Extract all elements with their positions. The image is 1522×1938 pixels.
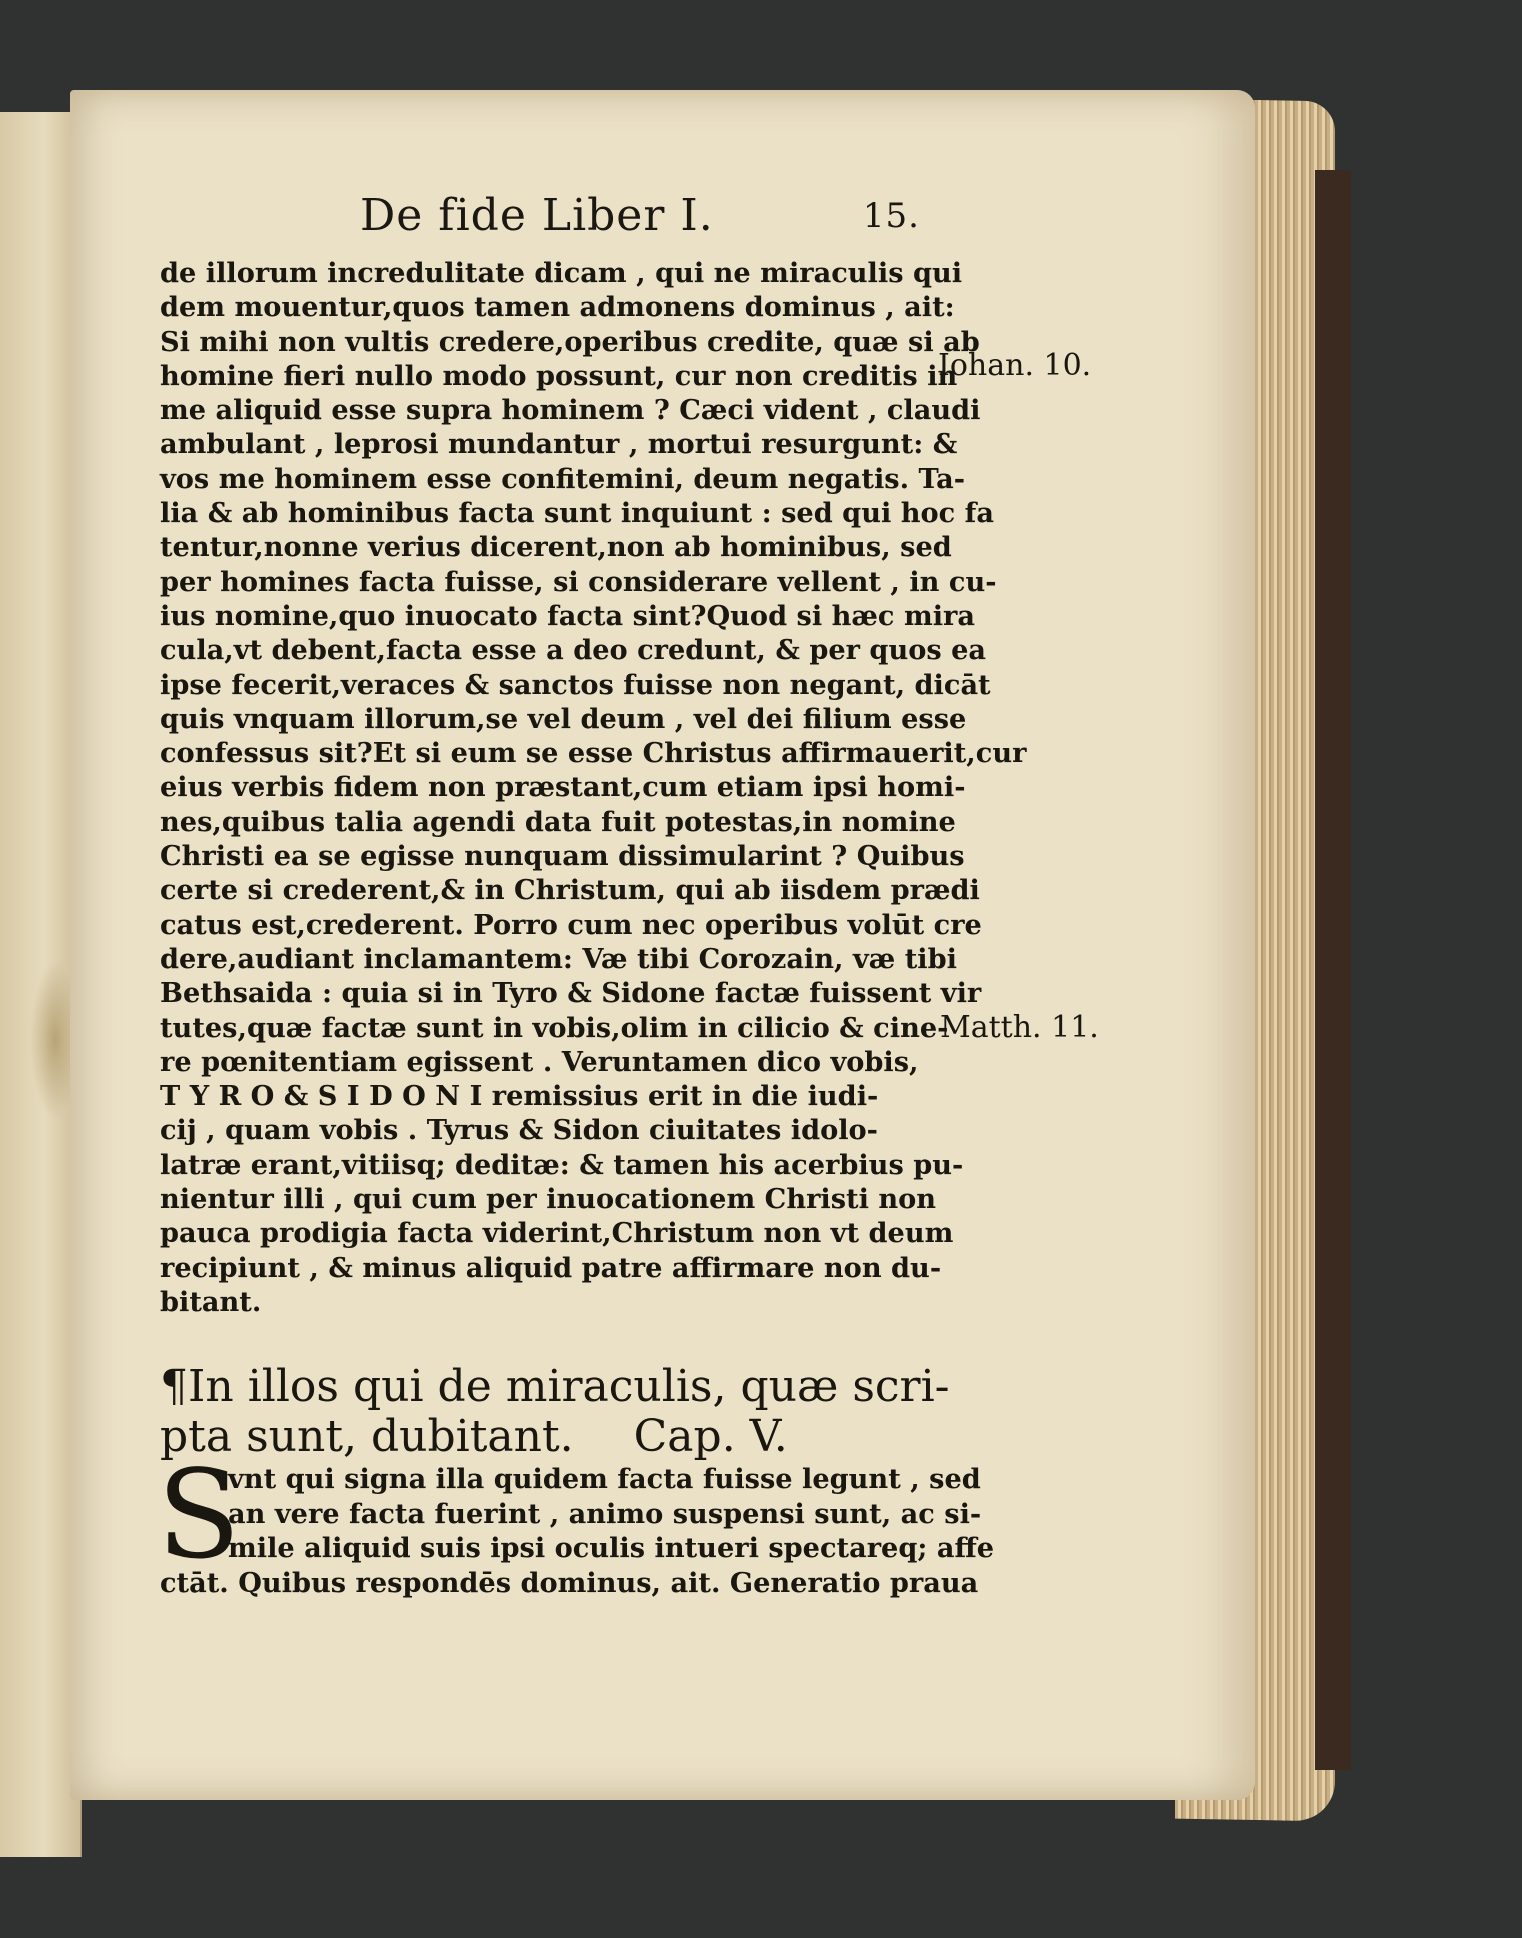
margin-note-matth: Matth. 11. xyxy=(940,1010,1099,1045)
drop-cap-initial: S xyxy=(157,1444,241,1586)
text-line: bitant. xyxy=(160,1285,262,1318)
chapter-subtitle: pta sunt, dubitant. xyxy=(160,1411,574,1462)
chapter-number: Cap. V. xyxy=(633,1411,788,1462)
text-line: tentur,nonne verius dicerent,non ab hominibus, sed xyxy=(160,531,952,564)
text-line: quis vnquam illorum,se vel deum , vel dei filium esse xyxy=(160,702,967,735)
page-number: 15. xyxy=(862,196,920,236)
text-line: latræ erant,vitiisq; deditæ: & tamen his acerbius pu- xyxy=(160,1148,964,1181)
chapter-paragraph xyxy=(160,1462,995,1600)
text-line: confessus sit?Et si eum se esse Christus affirmauerit,cur xyxy=(160,737,1027,770)
text-line: Si mihi non vultis credere,operibus credite, quæ si ab xyxy=(160,325,980,358)
text-line: vos me hominem esse confitemini, deum negatis. Ta- xyxy=(160,462,966,495)
text-line: ambulant , leprosi mundantur , mortui resurgunt: & xyxy=(160,428,958,461)
header-title: De fide Liber I. xyxy=(360,190,714,241)
text-line: an vere facta fuerint , animo suspensi sunt, ac si- xyxy=(228,1497,982,1530)
text-line: certe si crederent,& in Christum, qui ab iisdem prædi xyxy=(160,874,980,907)
text-line: vnt qui signa illa quidem facta fuisse legunt , sed xyxy=(228,1463,981,1495)
text-line: de illorum incredulitate dicam , qui ne miraculis qui xyxy=(160,257,963,289)
chapter-heading-line xyxy=(160,1412,920,1462)
text-line: tutes,quæ factæ sunt in vobis,olim in cilicio & cine- xyxy=(160,1011,949,1044)
text-line: dem mouentur,quos tamen admonens dominus , ait: xyxy=(160,291,955,324)
text-line: cula,vt debent,facta esse a deo credunt, & per quos ea xyxy=(160,634,987,667)
text-line: lia & ab hominibus facta sunt inquiunt : sed qui hoc fa xyxy=(160,497,994,530)
text-line: pauca prodigia facta viderint,Christum non vt deum xyxy=(160,1217,954,1250)
text-line: dere,audiant inclamantem: Væ tibi Corozain, væ tibi xyxy=(160,942,957,975)
text-line: Christi ea se egisse nunquam dissimularint ? Quibus xyxy=(160,840,965,873)
text-line: ipse fecerit,veraces & sanctos fuisse non negant, dicāt xyxy=(160,668,991,701)
text-line: per homines facta fuisse, si considerare vellent , in cu- xyxy=(160,565,997,598)
text-line: catus est,crederent. Porro cum nec operibus volūt cre xyxy=(160,908,982,941)
text-line: homine fieri nullo modo possunt, cur non creditis in xyxy=(160,359,958,392)
text-line: me aliquid esse supra hominem ? Cæci vident , claudi xyxy=(160,394,981,427)
chapter-heading-line: ¶In illos qui de miraculis, quæ scri- xyxy=(160,1361,950,1412)
text-line: mile aliquid suis ipsi oculis intueri spectareq; affe xyxy=(228,1532,995,1564)
text-line: Bethsaida : quia si in Tyro & Sidone factæ fuissent vir xyxy=(160,977,982,1010)
chapter-heading xyxy=(160,1361,950,1462)
text-line: nes,quibus talia agendi data fuit potestas,in nomine xyxy=(160,805,956,838)
text-line: cij , quam vobis . Tyrus & Sidon ciuitates idolo- xyxy=(160,1114,878,1147)
text-line: eius verbis fidem non præstant,cum etiam ipsi homi- xyxy=(160,771,966,804)
running-header xyxy=(360,190,920,250)
text-line: nientur illi , qui cum per inuocationem Christi non xyxy=(160,1183,937,1216)
text-line: re pœnitentiam egissent . Veruntamen dico vobis, xyxy=(160,1045,919,1078)
text-line: recipiunt , & minus aliquid patre affirmare non du- xyxy=(160,1251,942,1284)
cover-edge xyxy=(1315,170,1351,1770)
text-line: ius nomine,quo inuocato facta sint?Quod si hæc mira xyxy=(160,599,975,632)
text-line: T Y R O & S I D O N I remissius erit in die iudi- xyxy=(160,1080,879,1113)
text-line: ctāt. Quibus respondēs dominus, ait. Generatio praua xyxy=(160,1566,979,1599)
margin-note-iohan: Iohan. 10. xyxy=(938,348,1092,383)
